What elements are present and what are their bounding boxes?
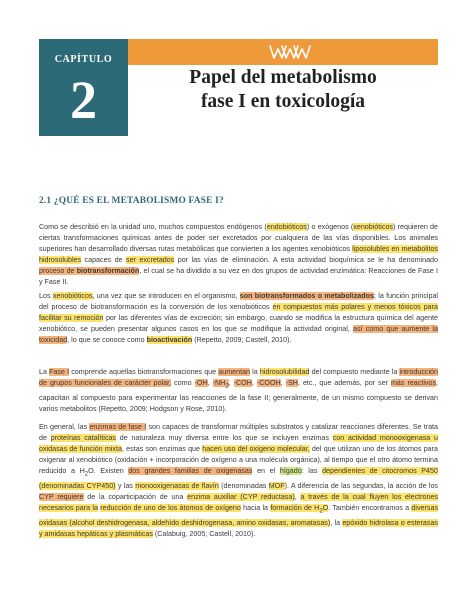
paragraph-4 <box>39 422 438 540</box>
highlight: endobióticos <box>266 223 307 231</box>
chapter-box <box>39 39 128 136</box>
text: capaces de <box>81 256 126 265</box>
subscript: 2 <box>225 383 229 390</box>
text: y las <box>115 481 136 490</box>
text: , lo que se conoce como <box>67 336 147 345</box>
text: son capaces de transformar múltiples substratos y catalizar reacciones diferentes. Se trata de <box>39 423 438 443</box>
highlight: hacen uso del oxígeno molecular, <box>202 445 310 454</box>
highlight: a través de la cual fluyen los electrones necesarios para la <box>39 492 438 513</box>
highlight: -COH <box>233 379 252 388</box>
chapter-title-line-1: Papel del metabolismo <box>189 67 377 88</box>
text: (denominadas <box>218 481 269 490</box>
text: O. Existen <box>88 467 129 476</box>
highlight: aumentan <box>218 368 251 376</box>
publisher-logo-icon <box>268 43 312 61</box>
text: Los <box>39 292 53 300</box>
highlight: -OH <box>194 379 208 388</box>
text: , <box>228 379 234 388</box>
text: La <box>39 368 50 376</box>
text: En general, las <box>39 423 90 431</box>
text: ) o exógenos ( <box>306 223 354 231</box>
highlight: con actividad monooxigenasa u oxidasas de función mixta <box>39 434 438 454</box>
highlight: dependientes de citocromos P450 (denominadas CYP450) <box>39 467 438 490</box>
text: ). A diferencia de las segundas, la acción de los <box>284 481 438 490</box>
highlight: hígado <box>279 467 302 476</box>
text: . También encontramos a <box>328 504 412 513</box>
highlight: diversas oxidasas (alcohol deshidrogenasa, aldehído deshidrogenasa, amino oxidasas, aromatasas) <box>39 504 439 527</box>
text: -NH <box>212 379 226 388</box>
text: la <box>250 368 260 376</box>
text: de la coparticipación de una <box>83 492 188 501</box>
section-heading: 2.1 ¿QUÉ ES EL METABOLISMO FASE I? <box>39 196 224 206</box>
highlight: xenobióticos <box>52 292 93 300</box>
text: de naturaleza muy diversa entre los que se incluyen enzimas <box>115 434 333 443</box>
text: (Calabuig, 2005; Castell, 2010). <box>152 529 256 538</box>
text: del que utilizan uno de los átomos para oxigenar al xenobiótico (oxidación + incorporación de oxígeno a una molécula orgánica), al tiempo que el otro átomo termina reducido a H <box>39 445 439 476</box>
highlight: -COOH <box>256 379 281 388</box>
text: , estas son enzimas que <box>121 445 203 454</box>
text: como <box>171 379 195 388</box>
highlight: así como que aumente la toxicidad <box>39 325 438 345</box>
highlight: xenobióticos <box>353 223 393 231</box>
highlight: proceso de <box>39 267 77 276</box>
highlight: CYP requiere <box>39 492 84 501</box>
subscript: 2 <box>319 508 323 515</box>
highlight: ser excretados <box>126 256 175 265</box>
text: (Repetto, 2009; Castell, 2010). <box>192 336 292 345</box>
highlight: proteínas catalíticas <box>50 434 116 443</box>
highlight: reducción de uno de los átomos de oxígeno <box>100 504 241 513</box>
highlight-bold: son biotransformados o metabolizados <box>239 292 374 300</box>
highlight: -SH <box>285 379 298 388</box>
text: comprende aquellas biotransformaciones que <box>69 368 219 376</box>
text: , etc., que además, por ser <box>297 379 391 388</box>
text: formación de H <box>270 504 320 513</box>
text: ; la función principal del proceso de biotransformación es la conversión de los xenobióticos <box>39 292 439 312</box>
highlight: MOF <box>268 481 285 490</box>
chapter-title-line-2: fase I en toxicología <box>200 91 366 112</box>
chapter-number: 2 <box>70 70 97 130</box>
highlight: monooxigenasas de flavín <box>135 481 219 490</box>
highlight: liposolubles en metabolitos hidrosolubles <box>39 245 438 265</box>
text: , <box>280 379 286 388</box>
subscript: 2 <box>84 471 89 478</box>
text: O <box>322 504 329 513</box>
text: , <box>207 379 213 388</box>
highlight: en compuestos más polares y menos tóxicos para facilitar su remoción <box>39 303 438 323</box>
highlight-bold: bioactivación <box>146 336 193 345</box>
text: en el <box>252 467 280 476</box>
text: ) requieren de ciertas transformaciones químicas antes de poder ser excretados por cualquiera de las vías disponibles. Los animales superiores han desarrollado diversas rutas metabólicas que convierten a los agentes xenobióticos <box>39 223 438 254</box>
highlight: hidrosolubilidad <box>259 368 310 376</box>
highlight: introducción de grupos funcionales de carácter polar, <box>39 368 438 388</box>
highlight: enzimas de fase I <box>89 423 147 431</box>
text: , capacitan al compuesto para experimentar las reacciones de la fase II; generalmente, de un mismo compuesto se derivan varios metabolitos (Repetto, 2009; Hodgson y Rose, 2010). <box>39 379 439 413</box>
text: , el cual se ha dividido a su vez en dos grupos de actividad enzimática: Reacciones de Fase I y Fase II. <box>39 267 438 287</box>
text: del compuesto mediante la <box>309 368 400 376</box>
text: por las diferentes vías de excreción; sin embargo, cuando se modifica la estructura química del agente xenobiótico, se pueden presentar algunos casos en los que se modifique la actividad original, <box>39 314 438 334</box>
highlight: epóxido hidrolasa o esterasas y amidasas hepáticas y plasmáticas <box>39 518 438 538</box>
highlight: dos grandes familias de oxigenasas <box>128 467 253 476</box>
text: , <box>251 379 257 388</box>
paragraph-1 <box>39 222 438 289</box>
paragraph-2 <box>39 291 438 346</box>
text: Como se describió en la unidad uno, muchos compuestos endógenos ( <box>39 223 267 231</box>
highlight: más reactivos <box>390 379 437 388</box>
text: hacia la <box>240 504 271 513</box>
text: , <box>294 492 301 501</box>
chapter-label: CAPÍTULO <box>54 54 113 65</box>
highlight: enzima auxiliar (CYP reductasa) <box>187 492 295 501</box>
text: : las <box>301 467 323 476</box>
text: , una vez que se introducen en el organismo, <box>92 292 240 300</box>
highlight <box>212 379 229 390</box>
highlight <box>270 504 329 515</box>
highlight: Fase I <box>49 368 70 376</box>
text: , la <box>330 518 343 527</box>
paragraph-3 <box>39 367 438 415</box>
highlight-bold: biotransformación <box>76 267 140 276</box>
text: por las vías de eliminación. A esta actividad bioquímica se le ha denominado <box>174 256 438 265</box>
